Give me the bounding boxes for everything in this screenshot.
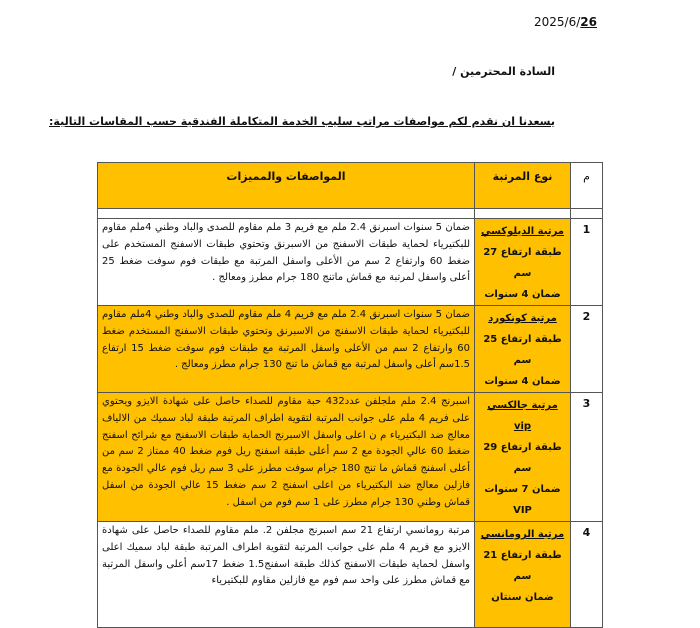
row-type-name: مرتبة الرومانسي — [480, 529, 565, 540]
table-row — [98, 522, 603, 628]
row-type-cell — [475, 522, 571, 628]
row-number: 4 — [571, 522, 603, 628]
row-number: 1 — [571, 219, 603, 306]
row-specs: ضمان 5 سنوات اسبرنق 2.4 ملم مع فريم 3 ملم مقاوم للصدى والباد وطني 4ملم مقاوم للبكتيرياء لحماية طبقات الاسفنج من الاسبرنق وتحتوي طبقات الاسفنج المستخدم على ضغط 60 وارتفاع 2 سم من الأعلى واسفل المرتبة مع طبقات فوم سوفت ضغط 25 أعلى واسفل لمرتبة مع قماش ماتنج 180 جرام مطرز ومعالج . — [102, 222, 471, 284]
header-type-cell — [475, 163, 571, 209]
row-type-cell — [475, 219, 571, 306]
row-specs: ضمان 5 سنوات اسبرنق 2.4 ملم مع فريم 4 ملم مقاوم للصدى والباد وطني 4ملم مقاوم للبكتيرياء لحماية طبقات الاسفنج من الاسبرنق وتحتوي طبقات الاسفنج المستخدم ضغط 60 وارتفاع 2 سم من الأعلى واسفل المرتبة مع طبقات فوم سوفت ضغط 15 ارتفاع 1.5سم أعلى واسفل لمرتبة مع قماش ما تنج 130 جرام مطرز ومعالج . — [102, 309, 471, 371]
table-row — [98, 219, 603, 306]
row-type-name: مرتبة جالكسي vip — [487, 400, 558, 432]
row-specs-cell — [98, 306, 475, 393]
row-type-name: مرتبة كونكورد — [488, 313, 557, 324]
header-number: م — [583, 170, 590, 183]
row-type-details: طبقة ارتفاع 27 سم ضمان 4 سنوات — [483, 247, 562, 300]
header-specs-cell — [98, 163, 475, 209]
document-date: 2025/6/26 — [534, 15, 597, 29]
spacer-row — [98, 209, 603, 219]
row-specs: اسبرنج 2.4 ملم ملجلفن عدد432 حبة مقاوم للصداء حاصل على شهادة الايزو ويحتوي على فريم 4 ملم على جوانب المرتبة لتقوية اطراف المرتبة طبقة لباد سميك من الالياف معالج ضد البكتيرياء م ن اعلى واسفل الاسبرنج الحماية طبقات الاسفنج مع شرائح اسفنج ضغط 60 عالي الجودة مع 2 سم أعلى طبقة اسفنج ريل فوم ضغط 40 ممتاز 2 سم من أعلى اسفنج قماش ما تنج 180 جرام سوفت مطرز على 3 سم ريل فوم عالي الجودة مع فازلين معالج ضد البكتيرياء من اعلى اسفنج 2 سم ضغط 15 عالي الجودة من اسفل قماش وطني 130 جرام مطرز على 1 سم فوم من اسفل . — [102, 396, 470, 508]
row-type-cell — [475, 306, 571, 393]
table-row — [98, 393, 603, 522]
row-specs: مرتبة رومانسي ارتفاع 21 سم اسبرنج مجلفن 2. ملم مقاوم للصداء حاصل على شهادة الايزو مع فريم 4 ملم على جوانب المرتبة لتقوية اطراف المرتبة طبقة لباد سميك اعلى واسفل لحماية طبقات الاسفنج كذلك طبقة اسفنج1.5 ضغط 17سم أعلى واسفل المرتبة مع قماش مطرز على واحد سم فوم مع فازلين مقاوم للبكتيرياء — [102, 525, 470, 587]
row-type-name: مرتبة الديلوكسي — [481, 226, 564, 237]
header-type: نوع المرتبة — [492, 170, 553, 183]
row-specs-cell — [98, 219, 475, 306]
header-number-cell — [571, 163, 603, 209]
row-specs-cell — [98, 522, 475, 628]
row-type-cell — [475, 393, 571, 522]
row-type-details: طبقة ارتفاع 29 سم ضمان 7 سنوات VIP — [483, 442, 562, 516]
row-number: 3 — [571, 393, 603, 522]
intro-text: يسعدنا ان نقدم لكم مواصفات مراتب سليب الخدمة المتكاملة الفندقية حسب المقاسات التالية: — [49, 115, 555, 128]
row-type-details: طبقة ارتفاع 21 سم ضمان سنتان — [483, 550, 562, 603]
date-day: 26 — [580, 15, 597, 29]
row-specs-cell — [98, 393, 475, 522]
specs-table — [97, 162, 603, 628]
table-header-row — [98, 163, 603, 209]
row-number: 2 — [571, 306, 603, 393]
row-type-details: طبقة ارتفاع 25 سم ضمان 4 سنوات — [483, 334, 562, 387]
header-specs: المواصفات والمميزات — [226, 170, 346, 183]
table-row — [98, 306, 603, 393]
greeting: السادة المحترمين / — [452, 65, 555, 78]
